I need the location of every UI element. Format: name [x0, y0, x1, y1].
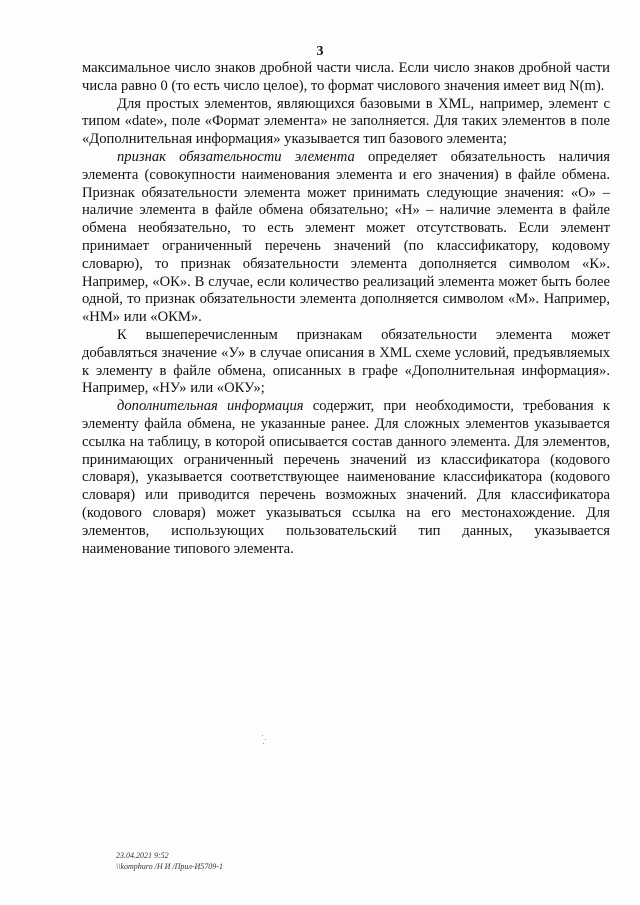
paragraph-continuation: максимальное число знаков дробной части числа. Если число знаков дробной части числа равно 0 (то есть число целое), то формат числового значения имеет вид N(m).	[82, 60, 610, 94]
footer-date: 23.04.2021 9:52	[116, 851, 169, 860]
term-additional-info: дополнительная информация	[117, 398, 304, 415]
paragraph-base-elements: Для простых элементов, являющихся базовыми в XML, например, элемент с типом «date», поле «Формат элемента» не заполняется. Для таких элементов в поле «Дополнительная информация» указывается тип базового элемента;	[82, 95, 610, 148]
page-number: 3	[316, 44, 324, 59]
footer-file-path: \\komphuro /Н И /Прил-И5709-1	[116, 862, 223, 871]
additional-info-description: содержит, при необходимости, требования к элементу файла обмена, не указанные ранее. Для сложных элементов указывается ссылка на таблицу, в которой описывается состав данного элемента. Для элементов, принимающих ограниченный перечень значений из классификатора (кодового словаря), указывается соответствующее наименование классификатора (кодового словаря) или приводится перечень возможных значений. Для классификатора (кодового словаря) может указываться ссылка на его местонахождение. Для элементов, использующих пользовательский тип данных, указывается наименование типового элемента.	[82, 398, 610, 557]
paragraph-mandatory-flag	[82, 149, 610, 327]
scan-artifact	[262, 735, 268, 745]
paragraph-additional-info	[82, 398, 610, 558]
paragraph-condition-flag: К вышеперечисленным признакам обязательности элемента может добавляться значение «У» в случае описания в XML схеме условий, предъявляемых к элементу в файле обмена, описанных в графе «Дополнительная информация». Например, «НУ» или «ОКУ»;	[82, 326, 610, 397]
term-mandatory-flag: признак обязательности элемента	[117, 148, 355, 165]
document-body	[82, 60, 610, 558]
mandatory-flag-description: определяет обязательность наличия элемента (совокупности наименования элемента и его значения) в файле обмена. Признак обязательности элемента может принимать следующие значения: «О» – наличие элемента в файле обмена обязательно; «Н» – наличие элемента в файле обмена необязательно, то есть элемент может отсутствовать. Если элемент принимает ограниченный перечень значений (по классификатору, кодовому словарю), то признак обязательности элемента дополняется символом «К». Например, «ОК». В случае, если количество реализаций элемента может быть более одной, то признак обязательности элемента дополняется символом «М». Например, «НМ» или «ОКМ».	[82, 148, 610, 326]
document-footer	[116, 850, 223, 872]
